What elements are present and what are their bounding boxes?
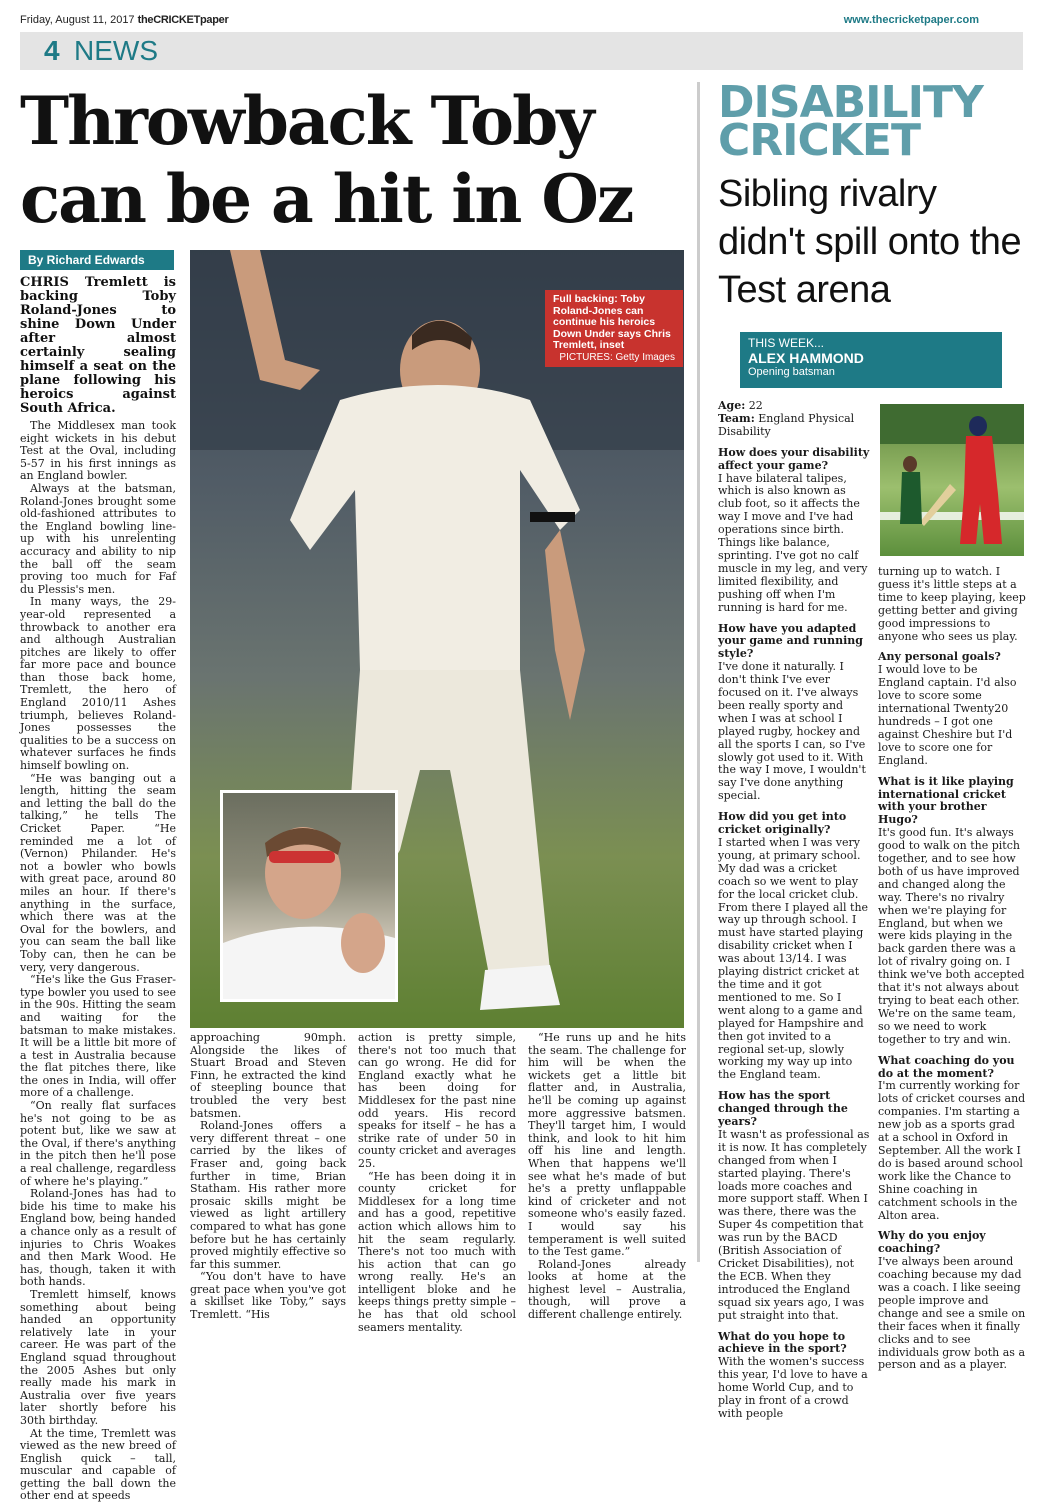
answer: I have bilateral talipes, which is also known as club foot, so it affects the way I move and I've had operations since birth. Things like balance, sprinting. I've got no calf muscle in my leg, and very limited flexibility, and pushing off when I'm running is hard for me.: [718, 473, 870, 615]
answer: I would love to be England captain. I'd also love to score some international Twenty20 hundreds – I got one against Cheshire but I'd love to score one for England.: [878, 664, 1026, 767]
paragraph: Always at the batsman, Roland-Jones brought some old-fashioned attributes to the England bowling line-up with his unrelenting accuracy and ability to nip the ball off the seam proving too much for Faf du Plessis's men.: [20, 483, 176, 596]
answer: I've done it naturally. I don't think I've ever focused on it. I've always been really sporty and when I was at school I played rugby, hockey and all the sports I can, so I've slowly got used to it. With the way I move, I wouldn't say I've done anything special.: [718, 661, 870, 803]
paragraph: action is pretty simple, there's not too much that can go wrong. He did for England exactly what he has been doing for Middlesex for the past nine odd years. His record speaks for itself – he has a strike rate of under 50 in county cricket and averages 25.: [358, 1032, 516, 1171]
question: What is it like playing international cricket with your brother Hugo?: [878, 776, 1026, 828]
paragraph: “He was banging out a length, hitting the seam and letting the ball do the talking,” he tells The Cricket Paper. “He reminded me a lot of (Vernon) Philander. He's not a bowler who bowls with great pace, around 80 miles an hour. If there's anything in the surface, which there was at the Oval for the bowlers, and you can seam the ball like Toby can, then he can be very, very dangerous.: [20, 773, 176, 975]
paragraph: Roland-Jones already looks at home at the highest level – Australia, though, will prove a different challenge entirely.: [528, 1259, 686, 1322]
sidebar-kicker: [718, 84, 983, 160]
article-column-4: [528, 1032, 686, 1322]
column-divider: [697, 82, 700, 1262]
question: How does your disability affect your game?: [718, 447, 870, 473]
player-photo-batting: [880, 404, 1024, 556]
photo-caption: [545, 290, 683, 367]
paragraph: “He's like the Gus Fraser-type bowler you used to see in the 90s. Hitting the seam and waiting for the batsman to make mistakes. It will be a little bit more of a test in Australia because the flat pitches there, like the ones in India, will offer more of a challenge.: [20, 974, 176, 1100]
paragraph: “On really flat surfaces he's not going to be as potent but, like we saw at the Oval, if there's anything in the pitch then he'll pose a real challenge, regardless of where he's playing.”: [20, 1100, 176, 1188]
question: Why do you enjoy coaching?: [878, 1230, 1026, 1256]
paragraph: In many ways, the 29-year-old represented a throwback to another era and although Australian pitches are likely to offer far more pace and bounce than those back home, Tremlett, the hero of England 2010/11 Ashes triumph, believes Roland-Jones possesses the qualities to be a success on whatever surfaces he finds himself bowling on.: [20, 596, 176, 772]
question: What do you hope to achieve in the sport?: [718, 1331, 870, 1357]
article-headline: [20, 82, 690, 238]
page-number: 4: [44, 32, 60, 70]
qa-column-left: [718, 400, 870, 1421]
issue-date-line: [20, 14, 228, 26]
section-bar: [20, 32, 1023, 70]
answer: turning up to watch. I guess it's little steps at a time to keep playing, keep getting better and giving good impressions to anyone who sees us play.: [878, 566, 1026, 643]
article-column-2: [190, 1032, 346, 1322]
paragraph: “You don't have to have great pace when you've got a skillset like Toby,” says Tremlett. “His: [190, 1271, 346, 1321]
team-value: England Physical Disability: [718, 412, 854, 438]
player-role: Opening batsman: [748, 366, 994, 378]
paragraph: “He runs up and he hits the seam. The challenge for him will be when the wickets get a little bit flatter and, in Australia, he'll be coming up against more aggressive batsmen. They'll target him, I would think, and look to hit him off his line and length. When that happens we'll see what he's made of but he's a pretty unflappable kind of cricketer and not someone who's easily fazed. I would say his temperament is well suited to the Test game.”: [528, 1032, 686, 1259]
article-column-3: [358, 1032, 516, 1334]
answer: I started when I was very young, at primary school. My dad was a cricket coach so we went to play for the local cricket club. From there I played all the way up through school. I must have started playing disability cricket when I was about 13/14. I was playing district cricket at the time and it got mentioned to me. So I went along to a game and played for Hampshire and then got invited to a regional set-up, slowly working my way up into the England team.: [718, 837, 870, 1082]
paper-name: theCRICKETpaper: [138, 14, 229, 26]
question: How did you get into cricket originally?: [718, 811, 870, 837]
qa-column-right: [878, 566, 1026, 1372]
paragraph: The Middlesex man took eight wickets in his debut Test at the Oval, including 5-57 in his first innings as an England bowler.: [20, 420, 176, 483]
question: What coaching do you do at the moment?: [878, 1055, 1026, 1081]
paragraph: Tremlett himself, knows something about being handed an opportunity relatively late in your career. He was part of the England squad throughout the 2005 Ashes but only really made his mark in Australia over five years later shortly before his 30th birthday.: [20, 1289, 176, 1428]
this-week-label: THIS WEEK...: [748, 336, 994, 350]
answer: I'm currently working for lots of cricket courses and companies. I'm starting a new job as a sports grad at a school in Oxford in September. All the work I do is based around school work like the Chance to Shine coaching in catchment schools in the Alton area.: [878, 1080, 1026, 1222]
article-column-1: [20, 276, 176, 1503]
kicker-line-2: CRICKET: [718, 122, 983, 160]
inset-photo-tremlett: [220, 790, 398, 1002]
question: How have you adapted your game and running style?: [718, 623, 870, 662]
paragraph: Roland-Jones has had to bide his time to make his England bow, being handed a chance only as a result of injuries to Chris Woakes and then Mark Wood. He has, though, taken it with both hands.: [20, 1188, 176, 1289]
batsman-figure: [880, 404, 1024, 556]
kicker-line-1: DISABILITY: [718, 84, 983, 122]
answer: It wasn't as professional as it is now. It has completely changed from when I started playing. There's loads more coaches and more support staff. When I was there, there was the Super 4s competition that was run by the BACD (British Association of Cricket Disabilities), not the ECB. When they introduced the England squad six years ago, I was put straight into that.: [718, 1129, 870, 1323]
question: How has the sport changed through the years?: [718, 1090, 870, 1129]
headline-line-2: can be a hit in Oz: [20, 160, 690, 238]
section-name: NEWS: [74, 32, 158, 70]
player-name: ALEX HAMMOND: [748, 350, 994, 366]
paragraph: “He has been doing it in county cricket for Middlesex for a long time and has a good, repetitive action which allows him to hit the seam regularly. There's not too much with his action that can go wrong really. He's an intelligent bloke and he keeps things pretty simple – he has that old school seamers mentality.: [358, 1171, 516, 1335]
sidebar-headline: Sibling rivalry didn't spill onto the Test arena: [718, 170, 1023, 314]
answer: With the women's success this year, I'd love to have a home World Cup, and to play in front of a crowd with people: [718, 1356, 870, 1421]
website-url[interactable]: www.thecricketpaper.com: [844, 14, 979, 26]
age-label: Age:: [718, 399, 745, 412]
standfirst: CHRIS Tremlett is backing Toby Roland-Jones to shine Down Under after almost certainly sealing himself a seat on the plane following his heroics against South Africa.: [20, 276, 176, 416]
team-line: [718, 413, 870, 439]
paragraph: At the time, Tremlett was viewed as the new breed of English quick – tall, muscular and capable of getting the ball down the other end at speeds: [20, 1428, 176, 1503]
question: Any personal goals?: [878, 651, 1026, 664]
age-value: 22: [749, 399, 763, 412]
paragraph: Roland-Jones offers a very different threat – one carried by the likes of Fraser and, going back further in time, Brian Statham. His rather more prosaic skills might be viewed as light artillery compared to what has gone before but he has certainly proved mightily effective so far this summer.: [190, 1120, 346, 1271]
tremlett-figure: [223, 793, 395, 999]
photo-credit: PICTURES: Getty Images: [553, 352, 675, 364]
issue-date: Friday, August 11, 2017: [20, 14, 135, 26]
this-week-box: [740, 332, 1002, 388]
headline-line-1: Throwback Toby: [20, 82, 690, 160]
answer: I've always been around coaching because my dad was a coach. I like seeing people improve and change and see a smile on their faces when it finally clicks and to see individuals grow both as a person and as a player.: [878, 1256, 1026, 1372]
byline: By Richard Edwards: [20, 250, 174, 270]
caption-text: Full backing: Toby Roland-Jones can continue his heroics Down Under says Chris Tremlett, inset: [553, 293, 671, 351]
answer: It's good fun. It's always good to walk on the pitch together, and to see how both of us have improved and changed along the way. There's no rivalry when we're playing for England, but when we were kids playing in the back garden there was a lot of rivalry going on. I think we've both accepted that it's not always about trying to beat each other. We're on the same team, so we need to work together to try and win.: [878, 827, 1026, 1046]
team-label: Team:: [718, 412, 755, 425]
paragraph: approaching 90mph. Alongside the likes of Stuart Broad and Steven Finn, he extracted the kind of steepling bounce that troubled the very best batsmen.: [190, 1032, 346, 1120]
